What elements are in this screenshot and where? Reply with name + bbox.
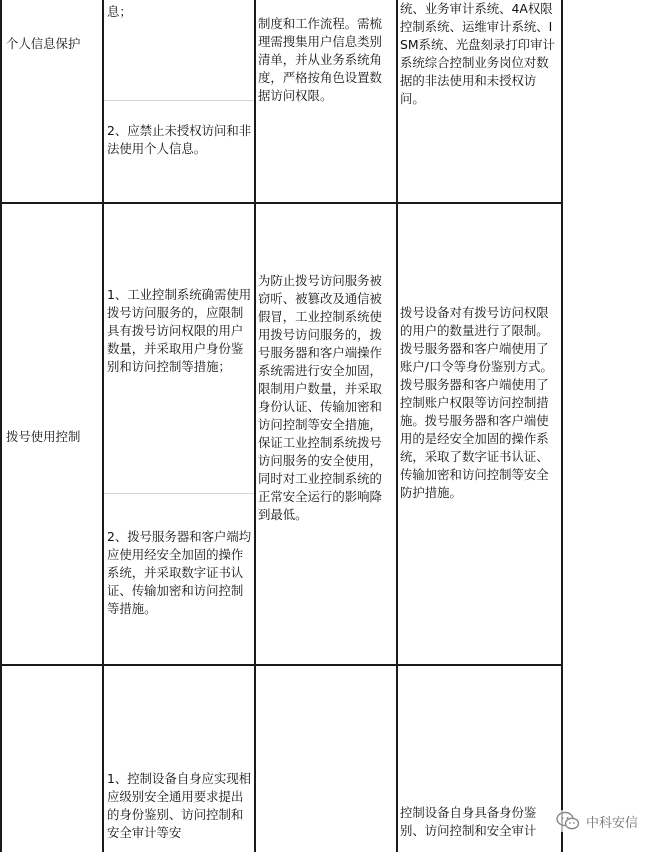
- requirement-cell: 1、工业控制系统确需使用拨号访问服务的，应限制具有拨号访问权限的用户数量，并采取用户身份鉴别和访问控制等措施；: [107, 287, 252, 374]
- row-separator-2: [0, 664, 563, 666]
- requirement-cell: 1、控制设备自身应实现相应级别安全通用要求提出的身份鉴别、访问控制和安全审计等安: [107, 771, 252, 840]
- table-divider-2: [254, 0, 256, 852]
- subcell-separator-1: [104, 100, 254, 101]
- table-divider-3: [396, 0, 398, 852]
- table-divider-4: [561, 0, 563, 852]
- explanation-cell: 为防止拨号访问服务被窃听、被篡改及通信被假冒，工业控制系统使用拨号访问服务的，拨号服务器和客户端操作系统需进行安全加固，限制用户数量，并采取身份认证、传输加密和访问控制等安全措施，保证工业控制系统拨号访问服务的安全使用，同时对工业控制系统的正常安全运行的影响降到最低。: [258, 273, 382, 522]
- category-dialup-control: 拨号使用控制: [6, 429, 81, 444]
- evidence-cell: 统、业务审计系统、4A权限控制系统、运维审计系统、ISM系统、光盘刻录打印审计系统综合控制业务岗位对数据的非法使用和未授权访问。: [400, 1, 555, 106]
- watermark-text: 中科安信: [585, 815, 638, 831]
- table-divider-1: [102, 0, 104, 852]
- requirement-cell: 2、应禁止未授权访问和非法使用个人信息。: [107, 123, 252, 156]
- category-personal-info-protection: 个人信息保护: [6, 36, 81, 51]
- wechat-icon: [556, 811, 580, 831]
- requirement-cell: 2、拨号服务器和客户端均应使用经安全加固的操作系统，并采取数字证书认证、传输加密和访问控制等措施。: [107, 529, 252, 616]
- watermark: [554, 810, 640, 832]
- subcell-separator-2: [104, 493, 254, 494]
- table-border-left: [0, 0, 2, 852]
- explanation-cell: 制度和工作流程。需梳理需搜集用户信息类别清单，并从业务系统角度，严格按角色设置数据访问权限。: [258, 16, 382, 103]
- row-separator-1: [0, 202, 563, 204]
- requirement-cell: 息；: [107, 4, 132, 19]
- evidence-cell: 控制设备自身具备身份鉴别、访问控制和安全审计: [400, 805, 537, 838]
- evidence-cell: 拨号设备对有拨号访问权限的用户的数量进行了限制。拨号服务器和客户端使用了账户/口令等身份鉴别方式。拨号服务器和客户端使用了控制账户权限等访问控制措施。拨号服务器和客户端使用的是经安全加固的操作系统，采取了数字证书认证、传输加密和访问控制等安全防护措施。: [400, 305, 553, 500]
